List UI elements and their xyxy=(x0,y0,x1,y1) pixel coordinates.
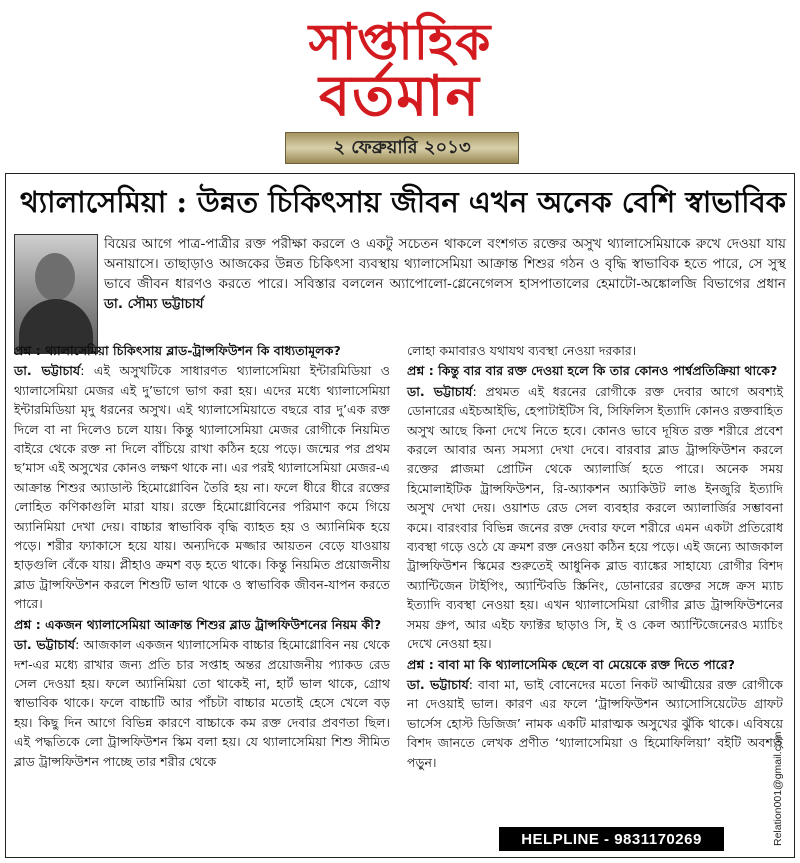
question-text: প্রশ্ন : একজন থ্যালাসেমিয়া আক্রান্ত শিশুর ব্লাড ট্রান্সফিউশনের নিয়ম কী? xyxy=(14,616,382,632)
right-paragraph xyxy=(407,655,783,674)
doctor-portrait-photo xyxy=(14,234,98,354)
issue-date-banner: ২ ফেব্রুয়ারি ২০১৩ xyxy=(285,132,519,164)
right-paragraph xyxy=(407,361,783,380)
right-paragraph xyxy=(407,675,783,772)
right-column xyxy=(407,341,783,773)
answer-text: লোহা কমাবারও যথাযথ ব্যবস্থা নেওয়া দরকার। xyxy=(407,343,637,358)
answer-text: : এই অসুখটিকে সাধারণত থ্যালাসেমিয়া ইন্টারমিডিয়া ও থ্যালাসেমিয়া মেজর এই দু’ভাগে ভাগ করা হয়। এদের মধ্যে থ্যালাসেমিয়া ইন্টারমিডিয়া মৃদু ধরনের অসুখ। এই থ্যালাসেমিয়াতে বছরে বার দু’এক রক্ত দিলে বা না দিলেও চলে যায়। কিন্তু থ্যালাসেমিয়া মেজর রোগীকে নিয়মিত বাইরে থেকে রক্ত না দিলে বাঁচিয়ে রাখা কঠিন হয়ে পড়ে। জন্মের পর প্রথম ছ’মাস এই অসুখের কোনও লক্ষণ থাকে না। এর পরই থ্যালাসেমিয়া মেজর-এ আক্রান্ত শিশুর অ্যাডাল্ট হিমোগ্লোবিন তৈরি হয় না। ফলে ধীরে ধীরে রক্তের লোহিত কণিকাগুলি মারা যায়। রক্তে হিমোগ্লোবিনের পরিমাণ কমে গিয়ে অ্যানিমিয়া দেখা দেয়। বাচ্চার স্বাভাবিক বৃদ্ধি ব্যাহত হয় ও অ্যানিমিক হয়ে পড়ে। শরীর ফ্যাকাসে হয়ে যায়। অন্যদিকে মজ্জার আয়তন বেড়ে যাওয়ায় হাড়গুলি বেঁকে যায়। প্লীহাও ক্রমশ বড় হতে থাকে। কিন্তু নিয়মিত প্রয়োজনীয় ব্লাড ট্রান্সফিউশন করলে শিশুটি ভাল থাকে ও স্বাভাবিক জীবন-যাপন করতে পারে। xyxy=(14,363,390,612)
left-paragraph xyxy=(14,361,390,613)
article-intro xyxy=(104,234,786,314)
answer-label: ডা. ভট্টাচার্য xyxy=(14,363,81,379)
answer-text: : বাবা মা, ভাই বোনেদের মতো নিকট আত্মীয়ের রক্ত রোগীকে না দেওয়াই ভাল। কারণ এর ফলে ‘ট্রান্সফিউশন অ্যাসোসিয়েটেড গ্রাফট ভার্সেস হোস্ট ডিজিজ’ নামক একটি মারাত্মক অসুখের ঝুঁকি থাকে। এবিষয়ে বিশদ জানতে লেখক প্রণীত ‘থ্যালাসেমিয়া ও হিমোফিলিয়া’ বইটি অবশ্যই পড়ুন। xyxy=(407,676,783,770)
left-paragraph xyxy=(14,635,390,771)
helpline-box: HELPLINE - 9831170269 xyxy=(499,827,724,851)
side-email-credit: Relation001@gmail.com xyxy=(772,731,784,846)
intro-text: বিয়ের আগে পাত্র-পাত্রীর রক্ত পরীক্ষা করলে ও একটু সচেতন থাকলে বংশগত রক্তের অসুখ থ্যালাসেমিয়াকে রুখে দেওয়া যায় অনায়াসে। তাছাড়াও আজকের উন্নত চিকিৎসা ব্যবস্থায় থ্যালাসেমিয়া আক্রান্ত শিশুর গঠন ও বৃদ্ধি স্বাভাবিক হতে পারে, সে সুস্থ ভাবে জীবন ধারণও করতে পারে। সবিস্তার বললেন অ্যাপোলো-গ্লেনেগেলস হাসপাতালের হেমাটো-অঙ্কোলজি বিভাগের প্রধান xyxy=(104,236,786,292)
answer-label: ডা. ভট্টাচার্য xyxy=(407,676,469,692)
question-text: প্রশ্ন : বাবা মা কি থ্যালাসেমিক ছেলে বা মেয়েকে রক্ত দিতে পারে? xyxy=(407,656,735,672)
article-box xyxy=(5,173,795,858)
left-paragraph xyxy=(14,341,390,360)
left-paragraph xyxy=(14,615,390,634)
question-text: প্রশ্ন : কিন্তু বার বার রক্ত দেওয়া হলে কি তার কোনও পার্শ্বপ্রতিক্রিয়া থাকে? xyxy=(407,363,778,379)
question-text: প্রশ্ন : থ্যালাসেমিয়া চিকিৎসায় ব্লাড-ট্রান্সফিউশন কি বাধ্যতামূলক? xyxy=(14,343,341,358)
left-column xyxy=(14,341,390,772)
answer-label: ডা. ভট্টাচার্য xyxy=(407,383,473,399)
right-paragraph xyxy=(407,341,783,360)
intro-doctor-name: ডা. সৌম্য ভট্টাচার্য xyxy=(104,296,204,312)
article-headline: থ্যালাসেমিয়া : উন্নত চিকিৎসায় জীবন এখন অনেক বেশি স্বাভাবিক xyxy=(19,185,787,219)
answer-text: : প্রথমত এই ধরনের রোগীকে রক্ত দেবার আগে অবশ্যই ডোনারের এইচআইভি, হেপাটাইটিস বি, সিফিলিস ইত্যাদি কোনও রক্তবাহিত অসুখ আছে কিনা দেখে নিতে হবে। কোনও ভাবে দূষিত রক্ত শরীরে প্রবেশ করলে আবার অন্য সমস্যা দেখা দেবে। বারবার ব্লাড ট্রান্সফিউশন করলে রক্তের প্লাজমা প্রোটিন থেকে অ্যালার্জি হতে পারে। অনেক সময় হিমোলাইটিক ট্রান্সফিউশন, রি-অ্যাকশন অ্যাকিউট লাঙ ইনজুরি ইত্যাদি অসুখ দেখা দেয়। ওয়াশড রেড সেল ব্যবহার করলে অ্যালার্জির সম্ভাবনা কমে। বারংবার বিভিন্ন জনের রক্ত দেবার ফলে শরীরে এমন একটা প্রতিরোধ ব্যবস্থা গড়ে ওঠে যে ক্রমশ রক্ত নেওয়া কঠিন হয়ে পড়ে। এই জন্যে আজকাল ট্রান্সফিউশন স্কিমের শুরুতেই আধুনিক ব্লাড ব্যাঙ্কের সাহায্যে রোগীর বিশদ অ্যান্টিজেন টাইপিং, অ্যান্টিবডি স্ক্রিনিং, ডোনারের রক্তের সঙ্গে ক্রস ম্যাচ ইত্যাদি ব্যবস্থা নেওয়া হয়। এখন থ্যালাসেমিয়া রোগীর ব্লাড ট্রান্সফিউশনের সময় গ্রুপ, আর এইচ ফ্যাক্টর ছাড়াও সি, ই ও কেল অ্যান্টিজেনেরও ম্যাচিং দেখে নেওয়া হয়। xyxy=(407,383,784,652)
newspaper-name-line1: সাপ্তাহিক xyxy=(308,13,492,71)
answer-text: : আজকাল একজন থ্যালাসেমিক বাচ্চার হিমোগ্লোবিন নয় থেকে দশ-এর মধ্যে রাখার জন্য প্রতি চার সপ্তাহ অন্তর প্রয়োজনীয় প্যাকড রেড সেল দেওয়া হয়। ফলে অ্যানিমিয়া তো থাকেই না, হার্ট ভাল থাকে, গ্রোথ স্বাভাবিক থাকে। ফলে বাচ্চাটি আর পাঁচটা বাচ্চার মতোই হেসে খেলে বড় হয়। কিছু দিন আগে বিভিন্ন কারণে বাচ্চাকে কম রক্ত দেবার প্রবণতা ছিল। এই পদ্ধতিকে লো ট্রান্সফিউশন স্কিম বলা হয়। যে থ্যালাসেমিয়া শিশু সীমিত ব্লাড ট্রান্সফিউশন পাচ্ছে তার শরীর থেকে xyxy=(14,637,390,769)
right-paragraph xyxy=(407,382,783,654)
masthead xyxy=(0,0,800,172)
portrait-head-shape xyxy=(35,253,75,301)
answer-label: ডা. ভট্টাচার্য xyxy=(14,637,76,653)
newspaper-name-line2: বর্তমান xyxy=(319,64,481,129)
